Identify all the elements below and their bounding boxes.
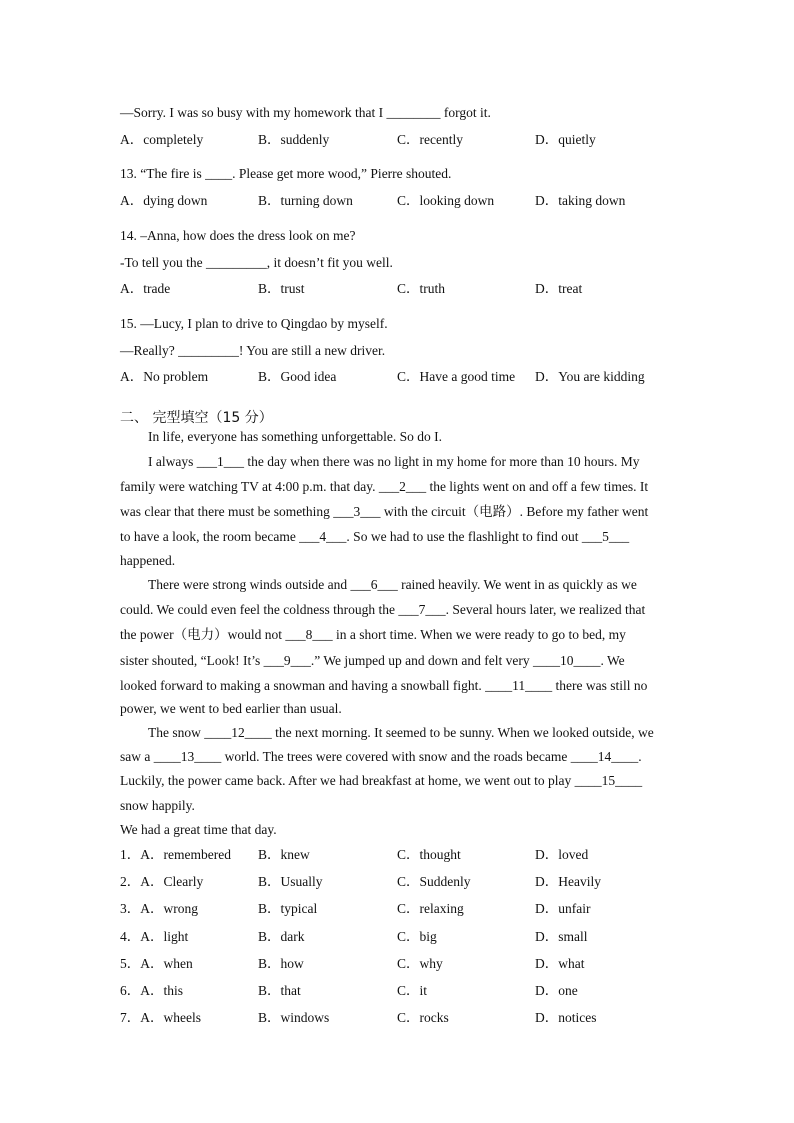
q14-stem: 14. –Anna, how does the dress look on me?: [120, 228, 356, 243]
passage-p4-line4: snow happily.: [120, 798, 195, 813]
passage-p3-line1: There were strong winds outside and ___6___ rained heavily. We went in as quickly as we: [148, 577, 637, 592]
cloze-7-d: D．notices: [535, 1010, 597, 1025]
passage-p5: We had a great time that day.: [120, 822, 277, 837]
cloze-1-a: 1．A．remembered: [120, 847, 231, 862]
cloze-2-a: 2．A．Clearly: [120, 874, 204, 889]
passage-p3-line6: power, we went to bed earlier than usual.: [120, 701, 342, 716]
cloze-4-b: B．dark: [258, 929, 305, 944]
cloze-2-c: C．Suddenly: [397, 874, 471, 889]
section-heading: 二、 完型填空（15 分）: [120, 410, 273, 426]
cloze-2-d: D．Heavily: [535, 874, 601, 889]
q12-option-b: B．suddenly: [258, 132, 330, 147]
q13-option-a: A．dying down: [120, 193, 208, 208]
q13-option-b: B．turning down: [258, 193, 353, 208]
q12-option-d: D．quietly: [535, 132, 596, 147]
passage-p2-line3: was clear that there must be something ___3___ with the circuit（电路）. Before my father went: [120, 504, 649, 519]
cloze-3-c: C．relaxing: [397, 901, 464, 916]
passage-p3-line5: looked forward to making a snowman and having a snowball fight. ____11____ there was still no: [120, 678, 648, 693]
cloze-2-b: B．Usually: [258, 874, 323, 889]
cloze-5-d: D．what: [535, 956, 585, 971]
q13-option-c: C．looking down: [397, 193, 495, 208]
passage-p2-line1: I always ___1___ the day when there was no light in my home for more than 10 hours. My: [148, 454, 640, 469]
q14-option-d: D．treat: [535, 281, 583, 296]
cloze-4-a: 4．A．light: [120, 929, 189, 944]
q14-line2: -To tell you the _________, it doesn’t fit you well.: [120, 255, 393, 270]
cloze-1-b: B．knew: [258, 847, 310, 862]
passage-p4-line3: Luckily, the power came back. After we had breakfast at home, we went out to play ____15____: [120, 773, 643, 788]
q14-option-a: A．trade: [120, 281, 171, 296]
passage-p2-line5: happened.: [120, 553, 176, 568]
cloze-5-b: B．how: [258, 956, 304, 971]
cloze-7-b: B．windows: [258, 1010, 330, 1025]
cloze-7-a: 7．A．wheels: [120, 1010, 201, 1025]
cloze-6-c: C．it: [397, 983, 428, 998]
passage-p3-line4: sister shouted, “Look! It’s ___9___.” We jumped up and down and felt very ____10____. We: [120, 653, 625, 668]
q15-stem: 15. —Lucy, I plan to drive to Qingdao by myself.: [120, 316, 388, 331]
cloze-6-d: D．one: [535, 983, 578, 998]
q12-stem: —Sorry. I was so busy with my homework that I ________ forgot it.: [120, 105, 491, 120]
passage-p3-line2: could. We could even feel the coldness through the ___7___. Several hours later, we realized that: [120, 602, 646, 617]
cloze-6-b: B．that: [258, 983, 301, 998]
passage-p3-line3: the power（电力）would not ___8___ in a short time. When we were ready to go to bed, my: [120, 627, 626, 642]
cloze-3-b: B．typical: [258, 901, 318, 916]
cloze-4-d: D．small: [535, 929, 588, 944]
cloze-6-a: 6．A．this: [120, 983, 184, 998]
cloze-3-d: D．unfair: [535, 901, 591, 916]
q13-stem: 13. “The fire is ____. Please get more wood,” Pierre shouted.: [120, 166, 452, 181]
q15-option-a: A．No problem: [120, 369, 209, 384]
q15-line2: —Really? _________! You are still a new driver.: [120, 343, 386, 358]
cloze-1-d: D．loved: [535, 847, 589, 862]
cloze-5-c: C．why: [397, 956, 443, 971]
cloze-4-c: C．big: [397, 929, 437, 944]
q14-option-b: B．trust: [258, 281, 305, 296]
passage-p4-line1: The snow ____12____ the next morning. It seemed to be sunny. When we looked outside, we: [148, 725, 654, 740]
q12-option-a: A．completely: [120, 132, 204, 147]
q15-option-c: C．Have a good time: [397, 369, 516, 384]
passage-p4-line2: saw a ____13____ world. The trees were covered with snow and the roads became ____14____.: [120, 749, 642, 764]
cloze-1-c: C．thought: [397, 847, 461, 862]
cloze-7-c: C．rocks: [397, 1010, 449, 1025]
q13-option-d: D．taking down: [535, 193, 626, 208]
passage-p2-line2: family were watching TV at 4:00 p.m. that day. ___2___ the lights went on and off a few times. It: [120, 479, 649, 494]
cloze-3-a: 3．A．wrong: [120, 901, 198, 916]
cloze-5-a: 5．A．when: [120, 956, 193, 971]
q12-option-c: C．recently: [397, 132, 463, 147]
q15-option-d: D．You are kidding: [535, 369, 645, 384]
q15-option-b: B．Good idea: [258, 369, 337, 384]
passage-p2-line4: to have a look, the room became ___4___. So we had to use the flashlight to find out ___5___: [120, 529, 630, 544]
passage-p1: In life, everyone has something unforgettable. So do I.: [148, 429, 443, 444]
q14-option-c: C．truth: [397, 281, 446, 296]
